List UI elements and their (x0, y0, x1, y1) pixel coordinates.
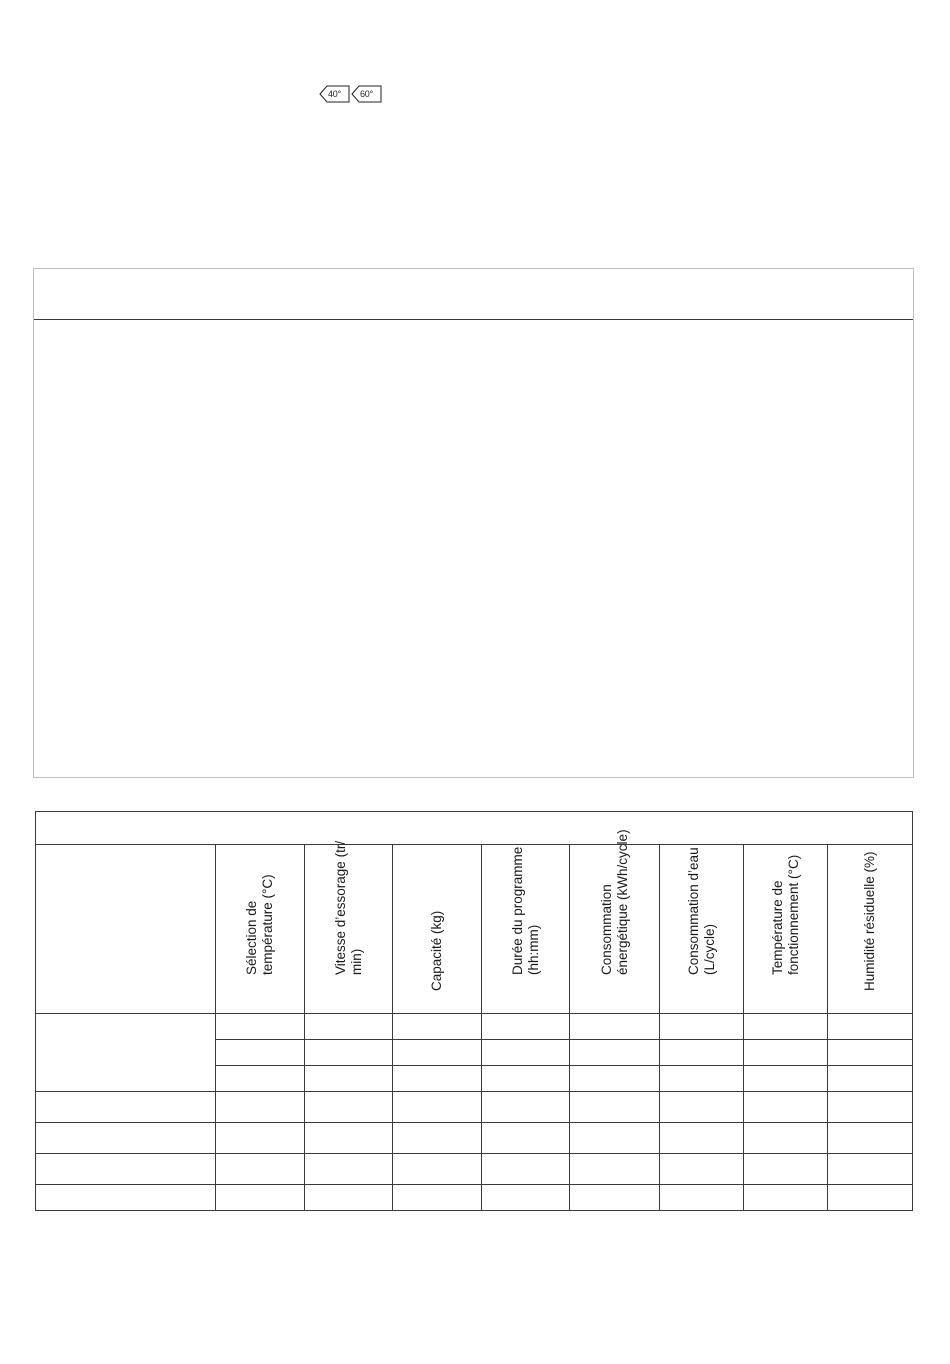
table-cell (393, 1123, 482, 1154)
table-cell (570, 1185, 660, 1211)
table-cell (216, 1154, 305, 1185)
table-cell (570, 1014, 660, 1040)
table-cell (393, 1014, 482, 1040)
table-cell (305, 1123, 393, 1154)
table-cell (744, 1154, 828, 1185)
table-cell (393, 1185, 482, 1211)
table-cell (828, 1154, 913, 1185)
table-cell (393, 1040, 482, 1066)
table-cell (744, 1185, 828, 1211)
table-cell (36, 1154, 216, 1185)
table-header-row (36, 845, 913, 1014)
table-cell (570, 1066, 660, 1092)
table-cell (660, 1040, 744, 1066)
table-cell (393, 1154, 482, 1185)
header-humidity: Humidité résiduelle (%) (828, 845, 913, 1014)
table-cell (828, 1092, 913, 1123)
table-cell (305, 1185, 393, 1211)
table-row (36, 1123, 913, 1154)
table-cell (482, 1185, 570, 1211)
table-cell (660, 1066, 744, 1092)
table-cell (36, 1014, 216, 1092)
table-cell (570, 1123, 660, 1154)
table-cell (570, 1154, 660, 1185)
temperature-tags (319, 85, 382, 103)
table-cell (660, 1014, 744, 1040)
table-cell (828, 1040, 913, 1066)
table-cell (36, 1185, 216, 1211)
table-cell (305, 1154, 393, 1185)
table-cell (216, 1185, 305, 1211)
table-cell (828, 1066, 913, 1092)
table-cell (216, 1092, 305, 1123)
table-row (36, 1014, 913, 1040)
header-spin-speed: Vitesse d’essorage (tr/ min) (305, 845, 393, 1014)
table-cell (828, 1185, 913, 1211)
table-title-row (36, 812, 913, 845)
table-cell (305, 1092, 393, 1123)
table-cell (482, 1154, 570, 1185)
table-cell (744, 1123, 828, 1154)
table-cell (216, 1040, 305, 1066)
header-operating-temp: Température de fonctionnement (°C) (744, 845, 828, 1014)
table-row (36, 1154, 913, 1185)
header-program (36, 845, 216, 1014)
table-cell (216, 1123, 305, 1154)
table-cell (482, 1066, 570, 1092)
table-cell (393, 1092, 482, 1123)
table-cell (660, 1123, 744, 1154)
table-cell (482, 1092, 570, 1123)
temperature-tag-label: 40° (328, 89, 342, 99)
table-cell (393, 1066, 482, 1092)
temperature-tag-40 (319, 85, 350, 103)
header-energy: Consommation énergétique (kWh/cycle) (570, 845, 660, 1014)
table-title-cell (36, 812, 913, 845)
table-cell (828, 1123, 913, 1154)
header-water: Consommation d’eau (L/cycle) (660, 845, 744, 1014)
table-cell (482, 1014, 570, 1040)
table-cell (482, 1123, 570, 1154)
table-cell (570, 1092, 660, 1123)
table-row (36, 1092, 913, 1123)
table-cell (660, 1154, 744, 1185)
table-cell (660, 1185, 744, 1211)
table-cell (36, 1092, 216, 1123)
table-cell (744, 1066, 828, 1092)
table-cell (216, 1066, 305, 1092)
table-cell (744, 1014, 828, 1040)
table-row (36, 1185, 913, 1211)
table-cell (216, 1014, 305, 1040)
table-cell (305, 1014, 393, 1040)
info-box-divider (34, 319, 913, 320)
table-cell (305, 1066, 393, 1092)
table-cell (36, 1123, 216, 1154)
table-cell (828, 1014, 913, 1040)
header-capacity: Capacité (kg) (393, 845, 482, 1014)
table-cell (482, 1040, 570, 1066)
header-duration: Durée du programme (hh:mm) (482, 845, 570, 1014)
table-cell (660, 1092, 744, 1123)
program-data-table (35, 811, 913, 1211)
header-temp-selection: Sélection de température (°C) (216, 845, 305, 1014)
table-cell (305, 1040, 393, 1066)
temperature-tag-60 (351, 85, 382, 103)
temperature-tag-label: 60° (360, 89, 374, 99)
table-cell (570, 1040, 660, 1066)
info-box (33, 268, 914, 778)
table-cell (744, 1040, 828, 1066)
table-cell (744, 1092, 828, 1123)
